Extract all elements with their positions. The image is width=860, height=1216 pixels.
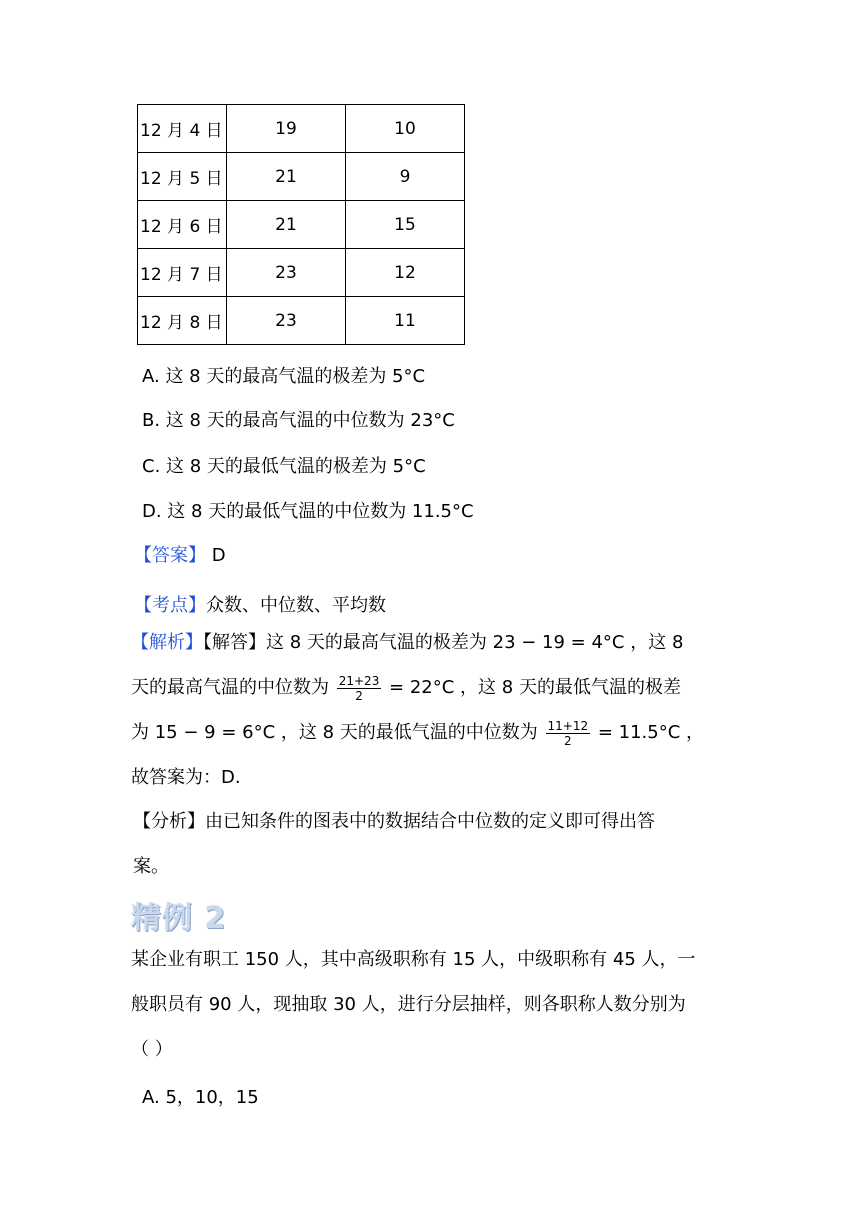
jiexi-paragraph bbox=[131, 620, 731, 800]
option-d: D. 这 8 天的最低气温的中位数为 11.5°C bbox=[142, 501, 474, 522]
low-temp-cell: 10 bbox=[346, 105, 465, 153]
jiexi-line-2: 天的最高气温的中位数为 $\frac{21+23}{2}$ = 22°C ，这 8 天的最低气温的极差 bbox=[131, 673, 681, 703]
fraction-1: $\frac{21+23}{2}$ bbox=[338, 673, 380, 703]
low-temp-cell: 11 bbox=[346, 297, 465, 345]
option-c: C. 这 8 天的最低气温的极差为 5°C bbox=[142, 456, 426, 477]
question-option-a: A. 5，10，15 bbox=[142, 1087, 259, 1108]
date-cell: 12 月 6 日 bbox=[138, 201, 227, 249]
date-cell: 12 月 4 日 bbox=[138, 105, 227, 153]
option-b: B. 这 8 天的最高气温的中位数为 23°C bbox=[142, 410, 455, 431]
temperature-table bbox=[137, 104, 465, 345]
low-temp-cell: 12 bbox=[346, 249, 465, 297]
question-paragraph bbox=[131, 937, 731, 1072]
answer-value: D bbox=[206, 545, 226, 566]
jiexi-line-1: 【解析】【解答】这 8 天的最高气温的极差为 23 − 19 = 4°C ，这 8 bbox=[131, 632, 684, 653]
high-temp-cell: 23 bbox=[227, 249, 346, 297]
low-temp-cell: 9 bbox=[346, 153, 465, 201]
fraction-2: $\frac{11+12}{2}$ bbox=[547, 718, 589, 748]
table-row bbox=[138, 201, 465, 249]
date-cell: 12 月 5 日 bbox=[138, 153, 227, 201]
jiexi-label: 【解析】 bbox=[131, 632, 203, 653]
high-temp-cell: 19 bbox=[227, 105, 346, 153]
fenxi-line-2: 案。 bbox=[133, 856, 169, 877]
section-heading: 精例 2 bbox=[131, 901, 227, 936]
high-temp-cell: 23 bbox=[227, 297, 346, 345]
question-line-3: （ ） bbox=[131, 1039, 173, 1060]
date-cell: 12 月 7 日 bbox=[138, 249, 227, 297]
jiexi-line-3: 为 15 − 9 = 6°C ，这 8 天的最低气温的中位数为 $\frac{11+12}{2}$ = 11.5°C ， bbox=[131, 718, 704, 748]
question-line-1: 某企业有职工 150 人，其中高级职称有 15 人，中级职称有 45 人，一 bbox=[131, 949, 696, 970]
low-temp-cell: 15 bbox=[346, 201, 465, 249]
table-row bbox=[138, 105, 465, 153]
question-line-2: 般职员有 90 人，现抽取 30 人，进行分层抽样，则各职称人数分别为 bbox=[131, 994, 686, 1015]
high-temp-cell: 21 bbox=[227, 201, 346, 249]
kaodian-label: 【考点】 bbox=[134, 595, 206, 616]
fenxi-line-1: 【分析】由已知条件的图表中的数据结合中位数的定义即可得出答 bbox=[133, 811, 655, 832]
answer-label: 【答案】 bbox=[134, 545, 206, 566]
table-row bbox=[138, 297, 465, 345]
table-row bbox=[138, 249, 465, 297]
option-a: A. 这 8 天的最高气温的极差为 5°C bbox=[142, 366, 426, 387]
jiexi-line-4: 故答案为：D. bbox=[131, 767, 241, 788]
fenxi-paragraph bbox=[133, 799, 733, 889]
kaodian-value: 众数、中位数、平均数 bbox=[206, 595, 386, 616]
date-cell: 12 月 8 日 bbox=[138, 297, 227, 345]
table-row bbox=[138, 153, 465, 201]
high-temp-cell: 21 bbox=[227, 153, 346, 201]
answer-line bbox=[134, 541, 226, 567]
kaodian-line bbox=[134, 591, 386, 617]
